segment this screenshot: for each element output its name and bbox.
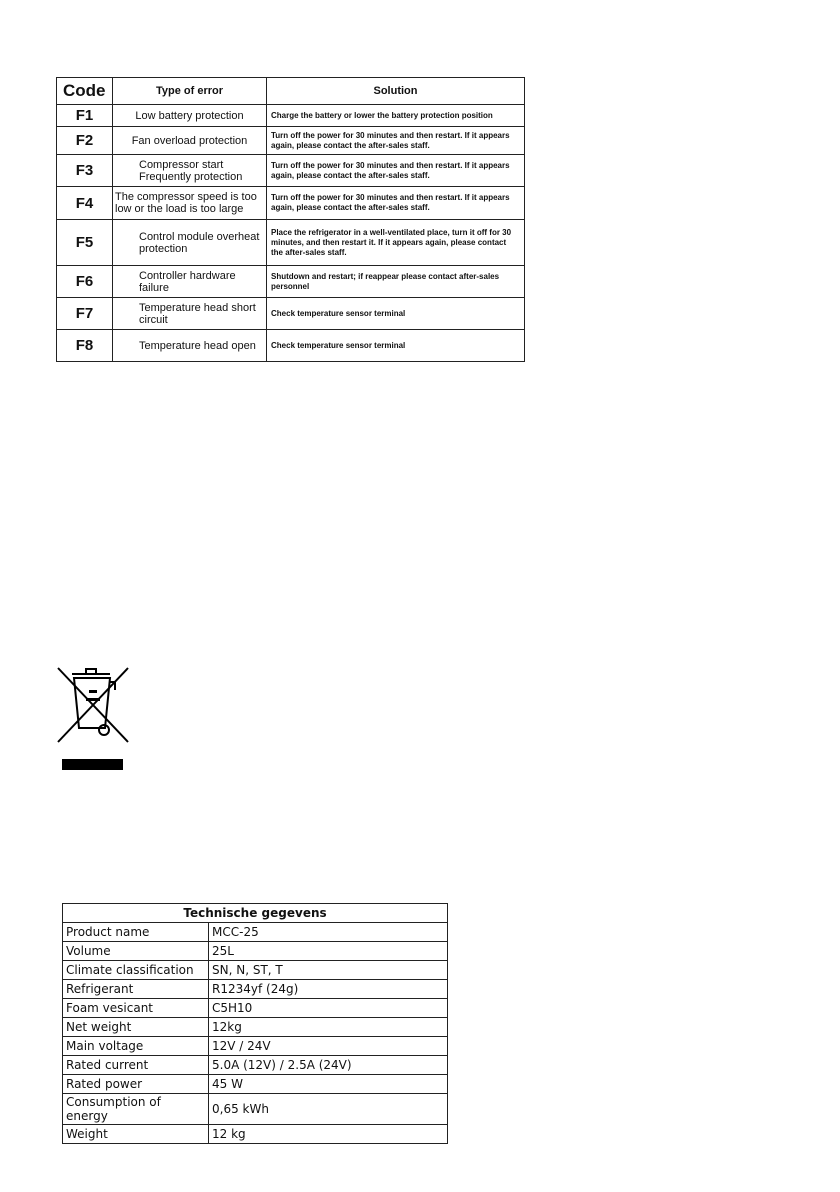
error-solution: Check temperature sensor terminal bbox=[267, 330, 525, 362]
error-code: F6 bbox=[57, 266, 113, 298]
error-type: Control module overheat protection bbox=[113, 220, 267, 266]
spec-value: 12 kg bbox=[209, 1125, 448, 1144]
error-code-table bbox=[56, 77, 525, 362]
spec-label: Weight bbox=[63, 1125, 209, 1144]
error-solution: Turn off the power for 30 minutes and then restart. If it appears again, please contact the after-sales staff. bbox=[267, 127, 525, 155]
table-row bbox=[57, 266, 525, 298]
weee-marking-bar bbox=[62, 759, 123, 770]
spec-table-title: Technische gegevens bbox=[63, 904, 448, 923]
spec-label: Volume bbox=[63, 942, 209, 961]
table-row bbox=[63, 1037, 448, 1056]
spec-value: MCC-25 bbox=[209, 923, 448, 942]
spec-label: Rated current bbox=[63, 1056, 209, 1075]
table-row bbox=[63, 923, 448, 942]
spec-value: SN, N, ST, T bbox=[209, 961, 448, 980]
spec-value: 12kg bbox=[209, 1018, 448, 1037]
error-code: F1 bbox=[57, 105, 113, 127]
error-solution: Turn off the power for 30 minutes and then restart. If it appears again, please contact the after-sales staff. bbox=[267, 187, 525, 220]
error-solution: Place the refrigerator in a well-ventilated place, turn it off for 30 minutes, and then restart it. If it appears again, please contact the after-sales staff. bbox=[267, 220, 525, 266]
spec-label: Foam vesicant bbox=[63, 999, 209, 1018]
spec-value: 12V / 24V bbox=[209, 1037, 448, 1056]
table-row bbox=[57, 220, 525, 266]
table-row bbox=[57, 105, 525, 127]
error-solution: Charge the battery or lower the battery protection position bbox=[267, 105, 525, 127]
spec-label: Refrigerant bbox=[63, 980, 209, 999]
error-code: F2 bbox=[57, 127, 113, 155]
spec-label: Net weight bbox=[63, 1018, 209, 1037]
error-type: Temperature head open bbox=[113, 330, 267, 362]
spec-value: 45 W bbox=[209, 1075, 448, 1094]
error-type: Compressor start Frequently protection bbox=[113, 155, 267, 187]
table-row bbox=[63, 942, 448, 961]
spec-table bbox=[62, 903, 448, 1144]
table-row bbox=[63, 1056, 448, 1075]
table-row bbox=[63, 980, 448, 999]
error-type: The compressor speed is too low or the load is too large bbox=[113, 187, 267, 220]
table-row bbox=[63, 999, 448, 1018]
spec-title-row bbox=[63, 904, 448, 923]
table-row bbox=[63, 961, 448, 980]
spec-value: 25L bbox=[209, 942, 448, 961]
error-solution: Check temperature sensor terminal bbox=[267, 298, 525, 330]
table-row bbox=[57, 187, 525, 220]
spec-value: 0,65 kWh bbox=[209, 1094, 448, 1125]
spec-value: C5H10 bbox=[209, 999, 448, 1018]
spec-label: Product name bbox=[63, 923, 209, 942]
table-row bbox=[57, 127, 525, 155]
error-solution: Turn off the power for 30 minutes and then restart. If it appears again, please contact the after-sales staff. bbox=[267, 155, 525, 187]
header-code: Code bbox=[57, 78, 113, 105]
error-code: F8 bbox=[57, 330, 113, 362]
error-table-header-row bbox=[57, 78, 525, 105]
spec-label: Main voltage bbox=[63, 1037, 209, 1056]
spec-value: 5.0A (12V) / 2.5A (24V) bbox=[209, 1056, 448, 1075]
spec-label: Consumption of energy bbox=[63, 1094, 209, 1125]
error-code: F5 bbox=[57, 220, 113, 266]
table-row bbox=[63, 1075, 448, 1094]
table-row bbox=[57, 298, 525, 330]
error-type: Low battery protection bbox=[113, 105, 267, 127]
error-type: Temperature head short circuit bbox=[113, 298, 267, 330]
error-type: Controller hardware failure bbox=[113, 266, 267, 298]
table-row bbox=[57, 330, 525, 362]
error-code: F3 bbox=[57, 155, 113, 187]
crossed-out-wheelie-bin-icon bbox=[52, 664, 132, 744]
header-type-of-error: Type of error bbox=[113, 78, 267, 105]
header-solution: Solution bbox=[267, 78, 525, 105]
table-row bbox=[63, 1125, 448, 1144]
error-code: F4 bbox=[57, 187, 113, 220]
error-code: F7 bbox=[57, 298, 113, 330]
spec-label: Climate classification bbox=[63, 961, 209, 980]
spec-value: R1234yf (24g) bbox=[209, 980, 448, 999]
table-row bbox=[63, 1094, 448, 1125]
error-solution: Shutdown and restart; if reappear please contact after-sales personnel bbox=[267, 266, 525, 298]
table-row bbox=[57, 155, 525, 187]
error-type: Fan overload protection bbox=[113, 127, 267, 155]
spec-label: Rated power bbox=[63, 1075, 209, 1094]
table-row bbox=[63, 1018, 448, 1037]
